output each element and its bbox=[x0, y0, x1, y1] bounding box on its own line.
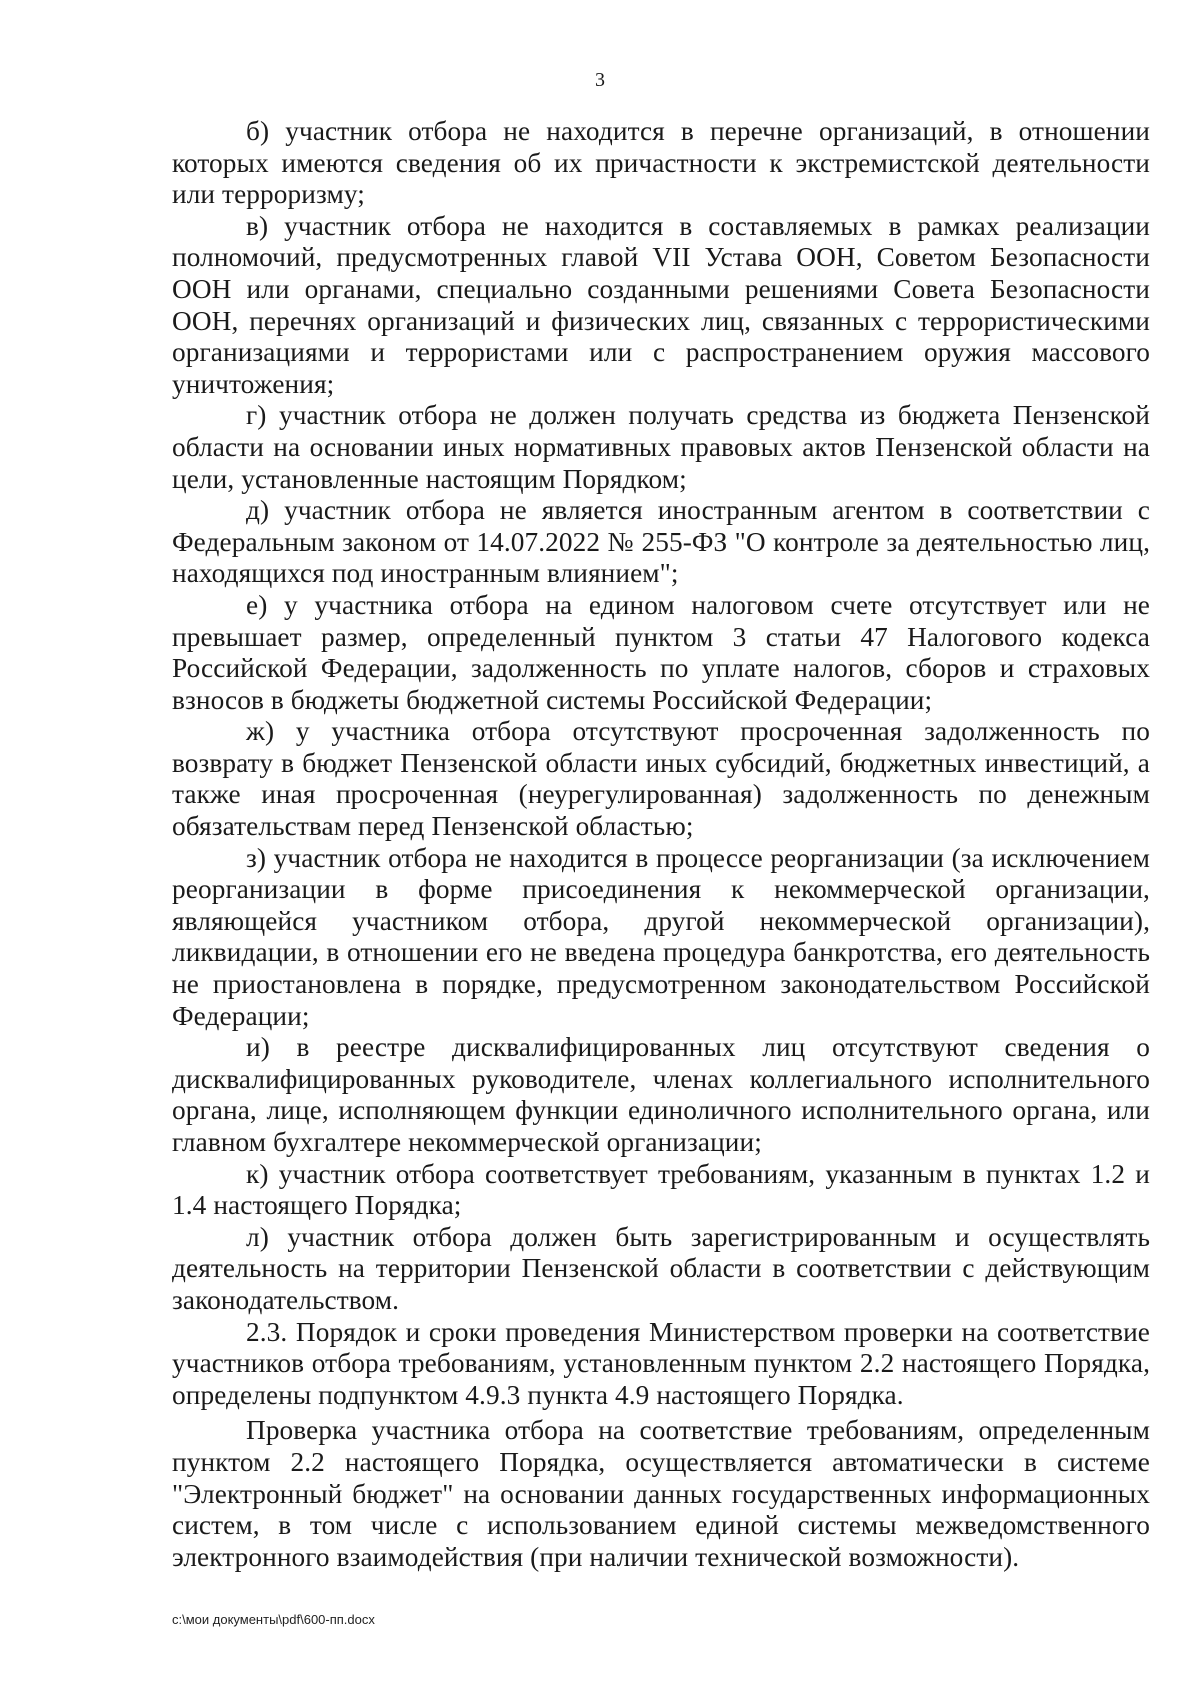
paragraph-e: е) у участника отбора на едином налоговом счете отсутствует или не превышает размер, определенный пунктом 3 статьи 47 Налогового кодекса Российской Федерации, задолженность по уплате налогов, сборов и страховых взносов в бюджеты бюджетной системы Российской Федерации; bbox=[172, 589, 1150, 715]
paragraph-v: в) участник отбора не находится в составляемых в рамках реализации полномочий, предусмотренных главой VII Устава ООН, Советом Безопасности ООН или органами, специально созданными решениями Совета Безопасности ООН, перечнях организаций и физических лиц, связанных с террористическими организациями и террористами или с распространением оружия массового уничтожения; bbox=[172, 210, 1150, 399]
section-2-3: 2.3. Порядок и сроки проведения Министерством проверки на соответствие участников отбора требованиям, установленным пунктом 2.2 настоящего Порядка, определены подпунктом 4.9.3 пункта 4.9 настоящего Порядка. bbox=[172, 1316, 1150, 1410]
document-body bbox=[172, 116, 1150, 1573]
paragraph-d: д) участник отбора не является иностранным агентом в соответствии с Федеральным законом от 14.07.2022 № 255-ФЗ "О контроле за деятельностью лиц, находящихся под иностранным влиянием"; bbox=[172, 495, 1150, 589]
footer-file-path: c:\мои документы\pdf\600-пп.docx bbox=[172, 1612, 375, 1627]
paragraph-i: и) в реестре дисквалифицированных лиц отсутствуют сведения о дисквалифицированных руководителе, членах коллегиального исполнительного органа, лице, исполняющем функции единоличного исполнительного органа, или главном бухгалтере некоммерческой организации; bbox=[172, 1032, 1150, 1157]
paragraph-k: к) участник отбора соответствует требованиям, указанным в пунктах 1.2 и 1.4 настоящего Порядка; bbox=[172, 1158, 1150, 1221]
paragraph-zh: ж) у участника отбора отсутствуют просроченная задолженность по возврату в бюджет Пензенской области иных субсидий, бюджетных инвестиций, а также иная просроченная (неурегулированная) задолженность по денежным обязательствам перед Пензенской областью; bbox=[172, 716, 1150, 842]
page-number: 3 bbox=[595, 69, 605, 91]
paragraph-b: б) участник отбора не находится в перечне организаций, в отношении которых имеются сведения об их причастности к экстремистской деятельности или терроризму; bbox=[172, 116, 1150, 210]
paragraph-l: л) участник отбора должен быть зарегистрированным и осуществлять деятельность на территории Пензенской области в соответствии с действующим законодательством. bbox=[172, 1221, 1150, 1315]
paragraph-g: г) участник отбора не должен получать средства из бюджета Пензенской области на основании иных нормативных правовых актов Пензенской области на цели, установленные настоящим Порядком; bbox=[172, 400, 1150, 494]
paragraph-z: з) участник отбора не находится в процессе реорганизации (за исключением реорганизации в форме присоединения к некоммерческой организации, являющейся участником отбора, другой некоммерческой организации), ликвидации, в отношении его не введена процедура банкротства, его деятельность не приостановлена в порядке, предусмотренном законодательством Российской Федерации; bbox=[172, 842, 1150, 1031]
verification-paragraph: Проверка участника отбора на соответствие требованиям, определенным пунктом 2.2 настоящего Порядка, осуществляется автоматически в системе "Электронный бюджет" на основании данных государственных информационных систем, в том числе с использованием единой системы межведомственного электронного взаимодействия (при наличии технической возможности). bbox=[172, 1415, 1150, 1572]
